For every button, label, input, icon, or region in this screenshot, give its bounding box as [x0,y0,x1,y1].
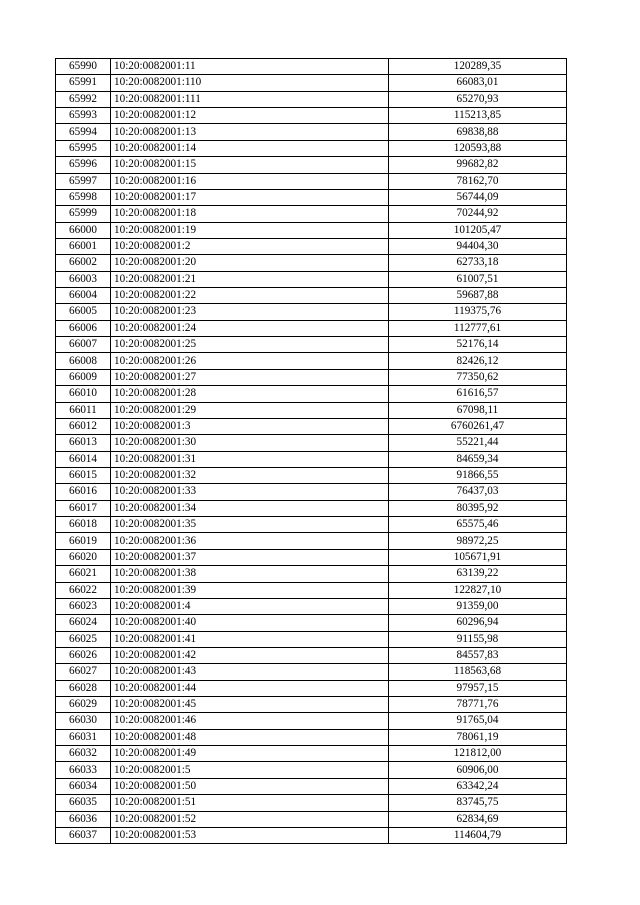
data-table [55,58,567,844]
cadastral-code-cell: 10:20:0082001:26 [111,353,389,369]
row-number-cell: 66033 [56,762,111,778]
value-cell: 65270,93 [389,91,567,107]
cadastral-code-cell: 10:20:0082001:4 [111,598,389,614]
cadastral-code-cell: 10:20:0082001:38 [111,566,389,582]
cadastral-code-cell: 10:20:0082001:50 [111,778,389,794]
value-cell: 63342,24 [389,778,567,794]
value-cell: 83745,75 [389,795,567,811]
value-cell: 61616,57 [389,386,567,402]
table-row [56,320,567,336]
cadastral-code-cell: 10:20:0082001:20 [111,255,389,271]
table-row [56,484,567,500]
table-row [56,631,567,647]
value-cell: 59687,88 [389,288,567,304]
cadastral-code-cell: 10:20:0082001:52 [111,811,389,827]
table-row [56,222,567,238]
table-row [56,91,567,107]
cadastral-code-cell: 10:20:0082001:43 [111,664,389,680]
row-number-cell: 65995 [56,140,111,156]
cadastral-code-cell: 10:20:0082001:18 [111,206,389,222]
cadastral-code-cell: 10:20:0082001:32 [111,467,389,483]
cadastral-code-cell: 10:20:0082001:53 [111,827,389,843]
row-number-cell: 66031 [56,729,111,745]
table-row [56,778,567,794]
value-cell: 76437,03 [389,484,567,500]
row-number-cell: 65994 [56,124,111,140]
cadastral-code-cell: 10:20:0082001:48 [111,729,389,745]
value-cell: 118563,68 [389,664,567,680]
row-number-cell: 66032 [56,746,111,762]
value-cell: 62834,69 [389,811,567,827]
value-cell: 82426,12 [389,353,567,369]
cadastral-code-cell: 10:20:0082001:19 [111,222,389,238]
table-row [56,713,567,729]
cadastral-code-cell: 10:20:0082001:13 [111,124,389,140]
table-row [56,337,567,353]
row-number-cell: 65991 [56,75,111,91]
value-cell: 121812,00 [389,746,567,762]
value-cell: 120593,88 [389,140,567,156]
table-row [56,582,567,598]
cadastral-code-cell: 10:20:0082001:33 [111,484,389,500]
value-cell: 84557,83 [389,647,567,663]
cadastral-code-cell: 10:20:0082001:3 [111,418,389,434]
cadastral-code-cell: 10:20:0082001:15 [111,157,389,173]
cadastral-code-cell: 10:20:0082001:42 [111,647,389,663]
table-row [56,255,567,271]
table-row [56,647,567,663]
cadastral-code-cell: 10:20:0082001:35 [111,517,389,533]
cadastral-code-cell: 10:20:0082001:31 [111,451,389,467]
row-number-cell: 66029 [56,697,111,713]
table-row [56,566,567,582]
table-row [56,189,567,205]
cadastral-code-cell: 10:20:0082001:29 [111,402,389,418]
row-number-cell: 65992 [56,91,111,107]
table-row [56,598,567,614]
table-row [56,304,567,320]
row-number-cell: 66034 [56,778,111,794]
row-number-cell: 65998 [56,189,111,205]
row-number-cell: 66030 [56,713,111,729]
cadastral-code-cell: 10:20:0082001:37 [111,549,389,565]
row-number-cell: 66000 [56,222,111,238]
cadastral-code-cell: 10:20:0082001:16 [111,173,389,189]
value-cell: 119375,76 [389,304,567,320]
table-row [56,288,567,304]
cadastral-code-cell: 10:20:0082001:44 [111,680,389,696]
row-number-cell: 66020 [56,549,111,565]
value-cell: 61007,51 [389,271,567,287]
value-cell: 98972,25 [389,533,567,549]
cadastral-code-cell: 10:20:0082001:45 [111,697,389,713]
value-cell: 78162,70 [389,173,567,189]
row-number-cell: 65993 [56,108,111,124]
table-row [56,746,567,762]
value-cell: 101205,47 [389,222,567,238]
row-number-cell: 65999 [56,206,111,222]
value-cell: 91765,04 [389,713,567,729]
row-number-cell: 66021 [56,566,111,582]
table-row [56,59,567,75]
table-row [56,402,567,418]
table-row [56,451,567,467]
value-cell: 94404,30 [389,238,567,254]
table-row [56,811,567,827]
table-row [56,206,567,222]
table-row [56,533,567,549]
table-row [56,827,567,843]
table-row [56,157,567,173]
cadastral-code-cell: 10:20:0082001:5 [111,762,389,778]
cadastral-code-cell: 10:20:0082001:25 [111,337,389,353]
cadastral-code-cell: 10:20:0082001:46 [111,713,389,729]
table-row [56,108,567,124]
row-number-cell: 65990 [56,59,111,75]
value-cell: 80395,92 [389,500,567,516]
table-row [56,173,567,189]
row-number-cell: 66019 [56,533,111,549]
value-cell: 69838,88 [389,124,567,140]
value-cell: 60906,00 [389,762,567,778]
row-number-cell: 66008 [56,353,111,369]
table-row [56,435,567,451]
value-cell: 66083,01 [389,75,567,91]
cadastral-code-cell: 10:20:0082001:40 [111,615,389,631]
value-cell: 62733,18 [389,255,567,271]
value-cell: 97957,15 [389,680,567,696]
row-number-cell: 66024 [56,615,111,631]
value-cell: 105671,91 [389,549,567,565]
table-row [56,762,567,778]
row-number-cell: 66023 [56,598,111,614]
cadastral-code-cell: 10:20:0082001:49 [111,746,389,762]
cadastral-code-cell: 10:20:0082001:30 [111,435,389,451]
row-number-cell: 66004 [56,288,111,304]
row-number-cell: 66006 [56,320,111,336]
value-cell: 55221,44 [389,435,567,451]
table-row [56,124,567,140]
value-cell: 120289,35 [389,59,567,75]
row-number-cell: 66003 [56,271,111,287]
value-cell: 60296,94 [389,615,567,631]
table-row [56,386,567,402]
table-row [56,729,567,745]
value-cell: 78771,76 [389,697,567,713]
row-number-cell: 66013 [56,435,111,451]
row-number-cell: 66025 [56,631,111,647]
table-row [56,353,567,369]
table-row [56,75,567,91]
value-cell: 112777,61 [389,320,567,336]
cadastral-code-cell: 10:20:0082001:36 [111,533,389,549]
table-row [56,238,567,254]
value-cell: 52176,14 [389,337,567,353]
table-row [56,615,567,631]
row-number-cell: 66002 [56,255,111,271]
value-cell: 91866,55 [389,467,567,483]
value-cell: 6760261,47 [389,418,567,434]
row-number-cell: 66022 [56,582,111,598]
row-number-cell: 66037 [56,827,111,843]
value-cell: 67098,11 [389,402,567,418]
value-cell: 114604,79 [389,827,567,843]
row-number-cell: 66010 [56,386,111,402]
value-cell: 122827,10 [389,582,567,598]
value-cell: 78061,19 [389,729,567,745]
cadastral-code-cell: 10:20:0082001:14 [111,140,389,156]
cadastral-code-cell: 10:20:0082001:39 [111,582,389,598]
table-row [56,697,567,713]
row-number-cell: 66009 [56,369,111,385]
row-number-cell: 66001 [56,238,111,254]
table-row [56,795,567,811]
cadastral-code-cell: 10:20:0082001:21 [111,271,389,287]
table-row [56,500,567,516]
cadastral-code-cell: 10:20:0082001:34 [111,500,389,516]
cadastral-code-cell: 10:20:0082001:2 [111,238,389,254]
value-cell: 91155,98 [389,631,567,647]
table-body [56,59,567,844]
row-number-cell: 66036 [56,811,111,827]
cadastral-code-cell: 10:20:0082001:28 [111,386,389,402]
row-number-cell: 66035 [56,795,111,811]
row-number-cell: 66015 [56,467,111,483]
value-cell: 99682,82 [389,157,567,173]
cadastral-code-cell: 10:20:0082001:51 [111,795,389,811]
row-number-cell: 66014 [56,451,111,467]
table-row [56,369,567,385]
table-row [56,418,567,434]
table-row [56,140,567,156]
row-number-cell: 65997 [56,173,111,189]
cadastral-code-cell: 10:20:0082001:22 [111,288,389,304]
row-number-cell: 66028 [56,680,111,696]
cadastral-code-cell: 10:20:0082001:27 [111,369,389,385]
table-row [56,680,567,696]
row-number-cell: 65996 [56,157,111,173]
table-row [56,664,567,680]
cadastral-code-cell: 10:20:0082001:17 [111,189,389,205]
row-number-cell: 66012 [56,418,111,434]
value-cell: 91359,00 [389,598,567,614]
row-number-cell: 66026 [56,647,111,663]
table-row [56,549,567,565]
cadastral-code-cell: 10:20:0082001:23 [111,304,389,320]
value-cell: 84659,34 [389,451,567,467]
row-number-cell: 66016 [56,484,111,500]
row-number-cell: 66011 [56,402,111,418]
row-number-cell: 66017 [56,500,111,516]
cadastral-code-cell: 10:20:0082001:11 [111,59,389,75]
cadastral-code-cell: 10:20:0082001:24 [111,320,389,336]
row-number-cell: 66027 [56,664,111,680]
row-number-cell: 66005 [56,304,111,320]
value-cell: 70244,92 [389,206,567,222]
row-number-cell: 66007 [56,337,111,353]
value-cell: 115213,85 [389,108,567,124]
value-cell: 63139,22 [389,566,567,582]
row-number-cell: 66018 [56,517,111,533]
cadastral-code-cell: 10:20:0082001:41 [111,631,389,647]
cadastral-code-cell: 10:20:0082001:12 [111,108,389,124]
value-cell: 77350,62 [389,369,567,385]
table-row [56,517,567,533]
cadastral-code-cell: 10:20:0082001:110 [111,75,389,91]
value-cell: 65575,46 [389,517,567,533]
value-cell: 56744,09 [389,189,567,205]
cadastral-code-cell: 10:20:0082001:111 [111,91,389,107]
table-row [56,467,567,483]
table-row [56,271,567,287]
